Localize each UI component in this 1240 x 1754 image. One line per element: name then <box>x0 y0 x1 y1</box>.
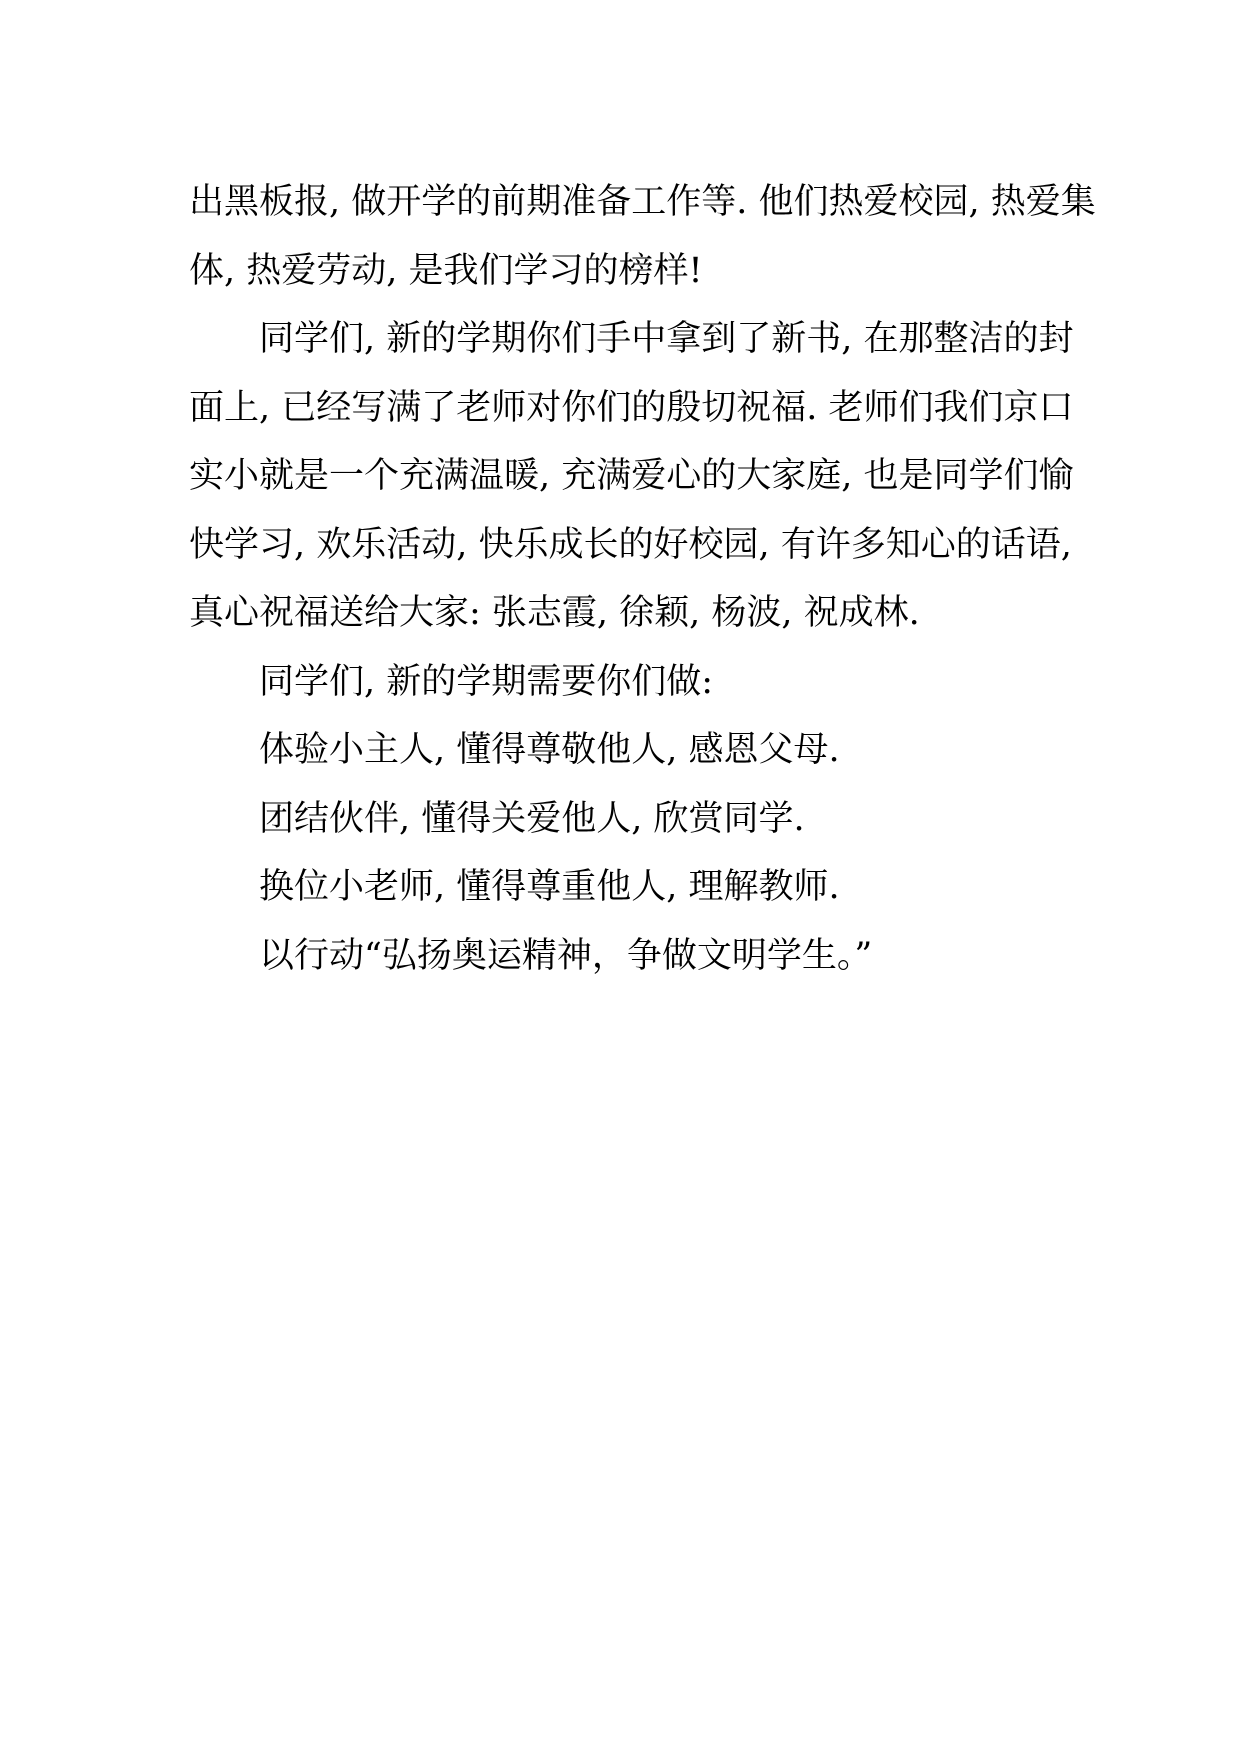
text-line: 体, 热爱劳动, 是我们学习的榜样! <box>189 250 703 291</box>
paragraph-continuation <box>189 168 1096 305</box>
paragraph-intro-list <box>189 648 1054 717</box>
text-line: 以行动“弘扬奥运精神，争做文明学生。” <box>259 935 873 976</box>
closing-slogan <box>189 922 1054 991</box>
text-line: 同学们, 新的学期你们手中拿到了新书, 在那整洁的封 <box>259 319 1074 359</box>
text-line: 体验小主人, 懂得尊敬他人, 感恩父母. <box>259 730 840 770</box>
text-line: 快学习, 欢乐活动, 快乐成长的好校园, 有许多知心的话语, <box>189 524 1072 565</box>
text-line: 面上, 已经写满了老师对你们的殷切祝福. 老师们我们京口 <box>189 387 1074 428</box>
list-item-teacher <box>189 853 1054 922</box>
text-line: 真心祝福送给大家: 张志霞, 徐颖, 杨波, 祝成林. <box>189 593 920 633</box>
text-line: 实小就是一个充满温暖, 充满爱心的大家庭, 也是同学们愉 <box>189 456 1074 496</box>
paragraph-new-books <box>189 305 1074 648</box>
document-body <box>189 168 1096 990</box>
text-line: 同学们, 新的学期需要你们做: <box>259 661 714 702</box>
text-line: 团结伙伴, 懂得关爱他人, 欣赏同学. <box>259 798 805 839</box>
text-line: 出黑板报, 做开学的前期准备工作等. 他们热爱校园, 热爱集 <box>189 182 1096 222</box>
list-item-partner <box>189 785 1054 854</box>
list-item-host <box>189 716 1054 785</box>
text-line: 换位小老师, 懂得尊重他人, 理解教师. <box>259 867 840 907</box>
